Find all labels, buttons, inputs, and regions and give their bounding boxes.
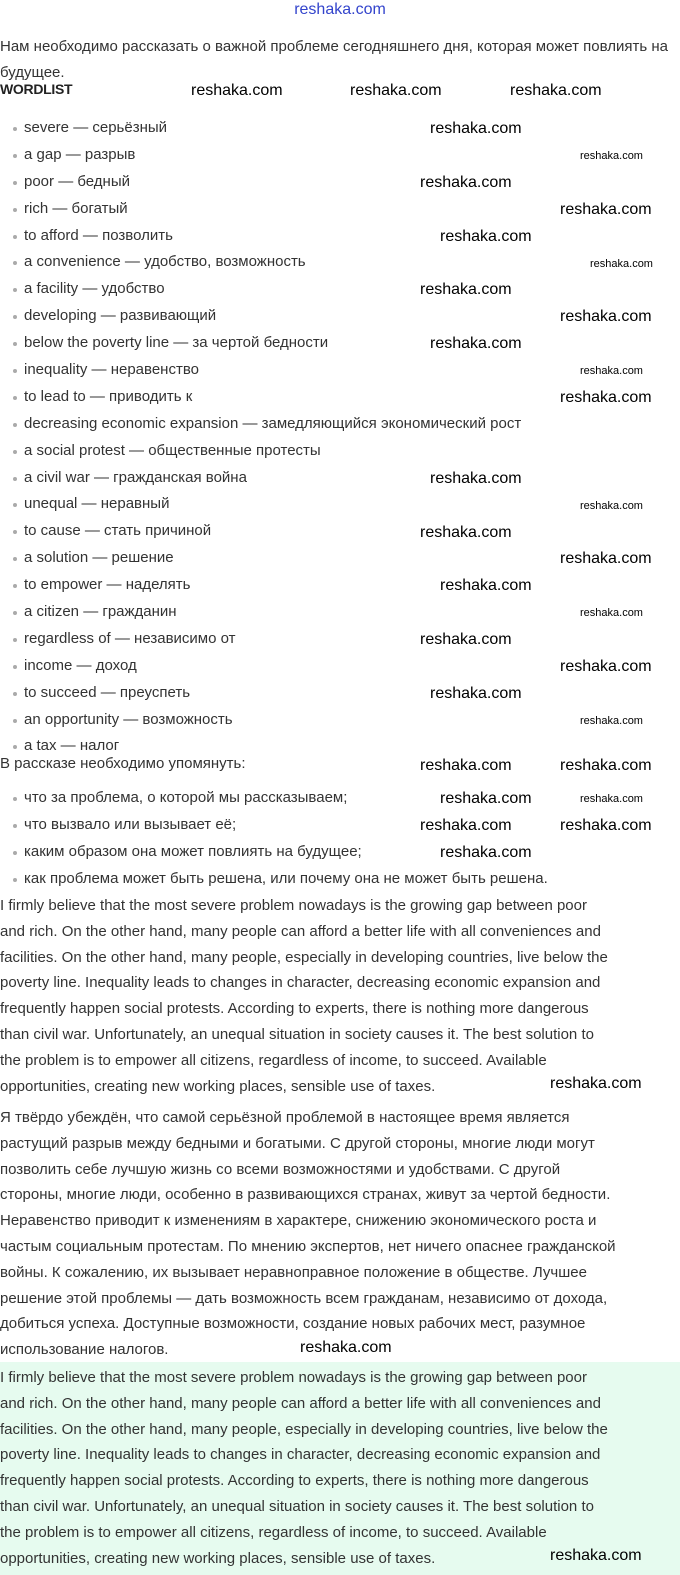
- watermark: reshaka.com: [580, 607, 643, 619]
- intro-text: Нам необходимо рассказать о важной проблеме сегодняшнего дня, которая может повлиять на будущее.: [0, 38, 668, 81]
- watermark: reshaka.com: [560, 757, 652, 774]
- text-line: the problem is to empower all citizens, regardless of income, to succeed. Available: [0, 1523, 547, 1541]
- list-item: below the poverty line — за чертой бедности: [0, 331, 521, 358]
- list-item: a gap — разрыв: [0, 143, 521, 170]
- text-line: and rich. On the other hand, many people can afford a better life with all conveniences and: [0, 922, 601, 940]
- text-line: войны. К сожалению, их вызывает неравноправное положение в обществе. Лучшее: [0, 1263, 587, 1281]
- text-line: than civil war. Unfortunately, an unequal situation in society causes it. The best solution to: [0, 1497, 594, 1515]
- watermark: reshaka.com: [580, 150, 643, 162]
- list-item: rich — богатый: [0, 197, 521, 224]
- watermark: reshaka.com: [191, 82, 283, 99]
- text-line: poverty line. Inequality leads to changes in character, decreasing economic expansion and: [0, 1446, 601, 1464]
- list-item: a citizen — гражданин: [0, 600, 521, 627]
- essay-english-highlighted: [0, 1366, 608, 1572]
- text-line: opportunities, creating new working places, sensible use of taxes.: [0, 1549, 436, 1567]
- list-item: a solution — решение: [0, 546, 521, 573]
- watermark: reshaka.com: [580, 500, 643, 512]
- watermark: reshaka.com: [560, 308, 652, 325]
- list-item: что за проблема, о которой мы рассказываем;: [0, 786, 548, 813]
- watermark: reshaka.com: [440, 577, 532, 594]
- watermark: reshaka.com: [430, 685, 522, 702]
- text-line: решение этой проблемы — дать возможность всем гражданам, независимо от дохода,: [0, 1289, 608, 1307]
- text-line: than civil war. Unfortunately, an unequal situation in society causes it. The best solution to: [0, 1025, 594, 1043]
- text-line: Я твёрдо убеждён, что самой серьёзной проблемой в настоящее время является: [0, 1109, 570, 1126]
- watermark: reshaka.com: [560, 658, 652, 675]
- list-item: unequal — неравный: [0, 492, 521, 519]
- watermark: reshaka.com: [580, 793, 643, 805]
- list-item: to empower — наделять: [0, 573, 521, 600]
- list-item: decreasing economic expansion — замедляющийся экономический рост: [0, 412, 521, 439]
- text-line: стороны, многие люди, особенно в развивающихся странах, живут за чертой бедности.: [0, 1186, 611, 1204]
- mention-heading: В рассказе необходимо упомянуть:: [0, 755, 246, 772]
- watermark: reshaka.com: [420, 817, 512, 834]
- watermark: reshaka.com: [300, 1339, 392, 1356]
- watermark: reshaka.com: [580, 365, 643, 377]
- watermark: reshaka.com: [550, 1075, 642, 1092]
- list-item: a social protest — общественные протесты: [0, 439, 521, 466]
- list-item: что вызвало или вызывает её;: [0, 813, 548, 840]
- wordlist-heading: WORDLIST: [0, 81, 73, 97]
- list-item: a convenience — удобство, возможность: [0, 250, 521, 277]
- list-item: developing — развивающий: [0, 304, 521, 331]
- list-item: to cause — стать причиной: [0, 519, 521, 546]
- list-item: severe — серьёзный: [0, 116, 521, 143]
- watermark: reshaka.com: [350, 82, 442, 99]
- watermark: reshaka.com: [420, 524, 512, 541]
- essay-english: [0, 894, 608, 1100]
- watermark: reshaka.com: [560, 201, 652, 218]
- watermark: reshaka.com: [420, 757, 512, 774]
- text-line: frequently happen social protests. According to experts, there is nothing more dangerous: [0, 1000, 589, 1018]
- essay-russian: [0, 1106, 616, 1364]
- list-item: to succeed — преуспеть: [0, 681, 521, 708]
- list-item: a tax — налог: [0, 734, 521, 761]
- text-line: Неравенство приводит к изменениям в характере, снижению экономического роста и: [0, 1212, 597, 1230]
- list-item: regardless of — независимо от: [0, 627, 521, 654]
- list-item: inequality — неравенство: [0, 358, 521, 385]
- text-line: opportunities, creating new working places, sensible use of taxes.: [0, 1077, 436, 1095]
- watermark: reshaka.com: [560, 817, 652, 834]
- list-item: a civil war — гражданская война: [0, 466, 521, 493]
- list-item: a facility — удобство: [0, 277, 521, 304]
- watermark: reshaka.com: [440, 228, 532, 245]
- wordlist: [0, 116, 521, 761]
- watermark: reshaka.com: [420, 281, 512, 298]
- watermark: reshaka.com: [420, 174, 512, 191]
- watermark: reshaka.com: [430, 120, 522, 137]
- list-item: poor — бедный: [0, 170, 521, 197]
- list-item: to lead to — приводить к: [0, 385, 521, 412]
- watermark: reshaka.com: [560, 550, 652, 567]
- list-item: income — доход: [0, 654, 521, 681]
- text-line: frequently happen social protests. According to experts, there is nothing more dangerous: [0, 1472, 589, 1490]
- text-line: I firmly believe that the most severe problem nowadays is the growing gap between poor: [0, 1369, 587, 1386]
- watermark: reshaka.com: [550, 1547, 642, 1564]
- text-line: I firmly believe that the most severe problem nowadays is the growing gap between poor: [0, 897, 587, 914]
- list-item: как проблема может быть решена, или почему она не может быть решена.: [0, 867, 548, 894]
- watermark: reshaka.com: [580, 715, 643, 727]
- text-line: позволить себе лучшую жизнь со всеми возможностями и удобствами. С другой: [0, 1160, 561, 1178]
- list-item: каким образом она может повлиять на будущее;: [0, 840, 548, 867]
- text-line: использование налогов.: [0, 1341, 169, 1359]
- watermark: reshaka.com: [560, 389, 652, 406]
- watermark: reshaka.com: [430, 470, 522, 487]
- watermark: reshaka.com: [440, 790, 532, 807]
- list-item: to afford — позволить: [0, 224, 521, 251]
- watermark: reshaka.com: [420, 631, 512, 648]
- text-line: poverty line. Inequality leads to changes in character, decreasing economic expansion and: [0, 974, 601, 992]
- text-line: частым социальным протестам. По мнению экспертов, нет ничего опаснее гражданской: [0, 1237, 616, 1255]
- watermark: reshaka.com: [440, 844, 532, 861]
- watermark: reshaka.com: [430, 335, 522, 352]
- text-line: the problem is to empower all citizens, regardless of income, to succeed. Available: [0, 1051, 547, 1069]
- watermark: reshaka.com: [510, 82, 602, 99]
- site-title[interactable]: reshaka.com: [294, 1, 386, 18]
- text-line: facilities. On the other hand, many people, especially in developing countries, live below the: [0, 1420, 608, 1438]
- list-item: an opportunity — возможность: [0, 708, 521, 735]
- text-line: растущий разрыв между бедными и богатыми. С другой стороны, многие люди могут: [0, 1134, 595, 1152]
- watermark: reshaka.com: [590, 258, 653, 270]
- text-line: and rich. On the other hand, many people can afford a better life with all conveniences and: [0, 1394, 601, 1412]
- text-line: facilities. On the other hand, many people, especially in developing countries, live below the: [0, 948, 608, 966]
- text-line: добиться успеха. Доступные возможности, создание новых рабочих мест, разумное: [0, 1315, 586, 1333]
